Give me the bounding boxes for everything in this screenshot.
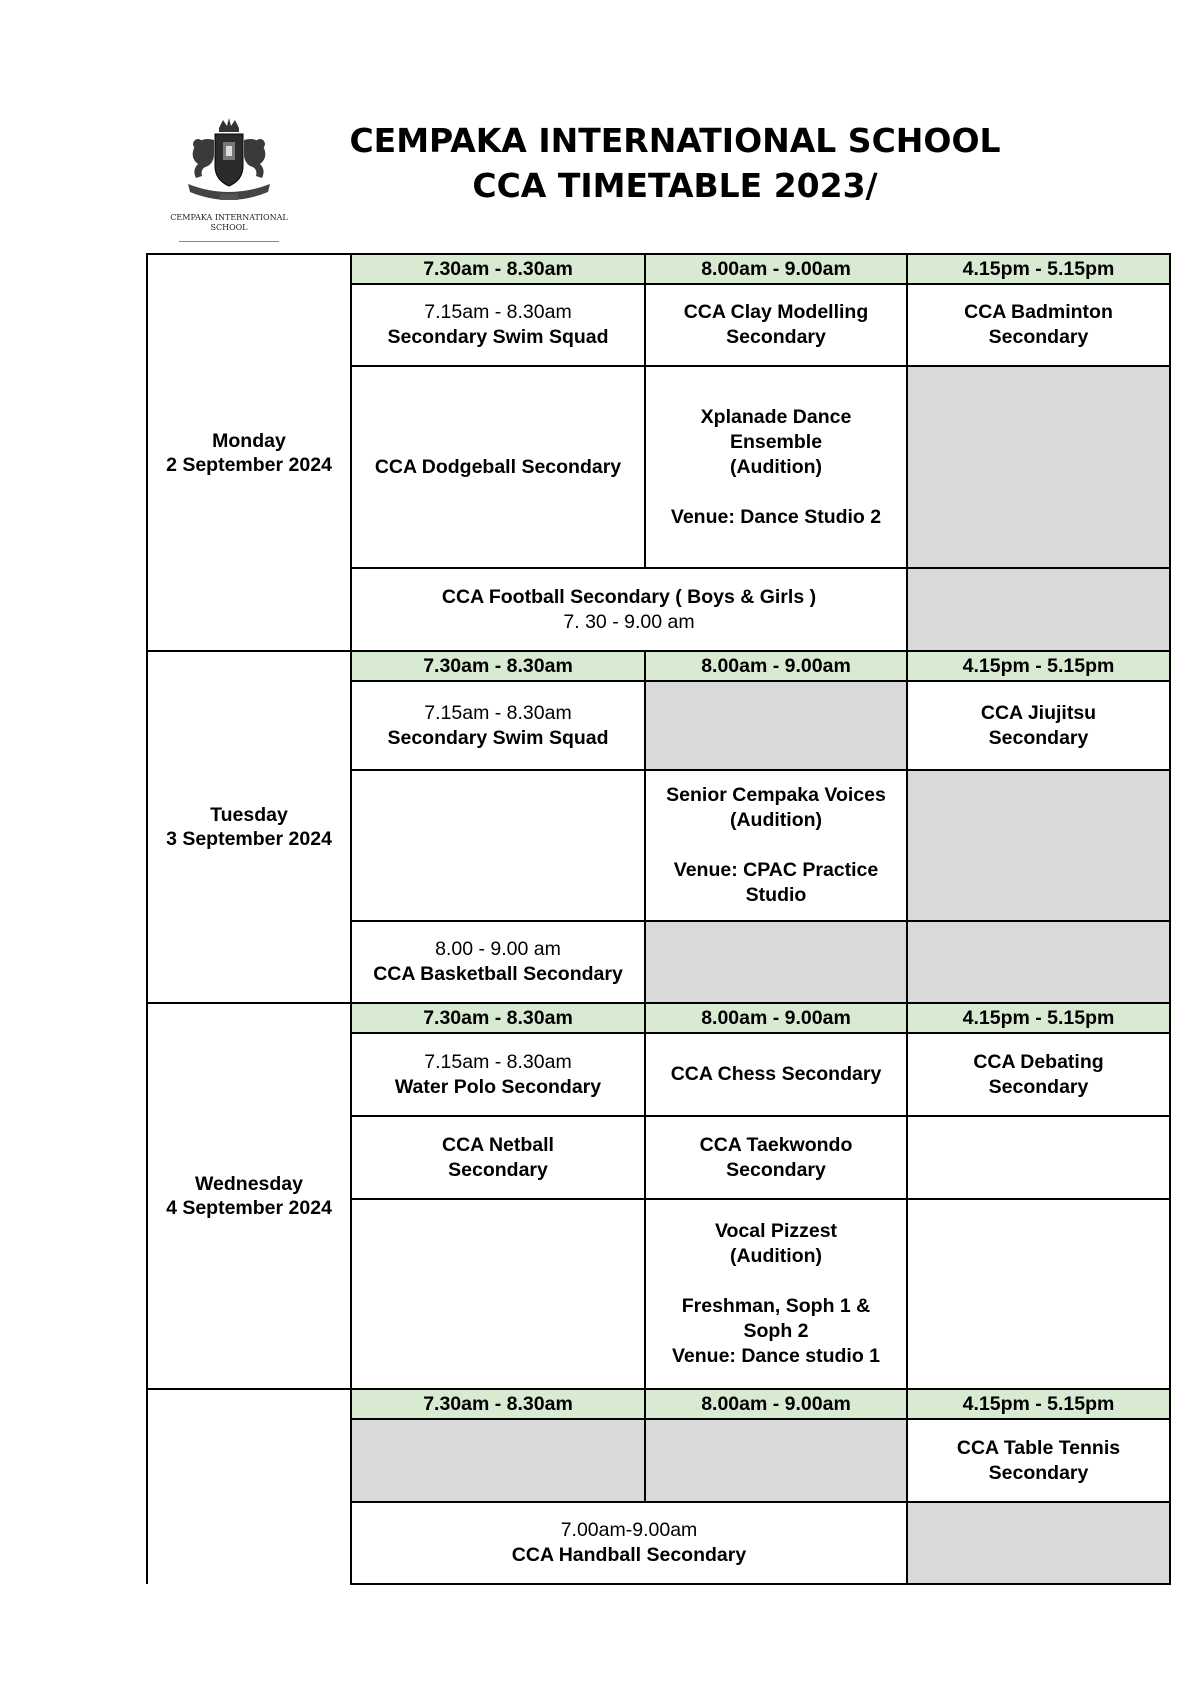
activity-cell: Senior Cempaka Voices (Audition) Venue: CPAC Practice Studio xyxy=(645,770,907,921)
activity-cell: CCA Clay Modelling Secondary xyxy=(645,284,907,366)
activity-cell: CCA Jiujitsu Secondary xyxy=(907,681,1170,770)
day-cell-tuesday: Tuesday 3 September 2024 xyxy=(147,651,351,1003)
time-slot-header: 7.30am - 8.30am xyxy=(351,1003,645,1033)
empty-cell xyxy=(645,1419,907,1502)
time-slot-header: 4.15pm - 5.15pm xyxy=(907,1003,1170,1033)
empty-cell xyxy=(907,1116,1170,1199)
activity-cell: CCA Badminton Secondary xyxy=(907,284,1170,366)
time-slot-header: 8.00am - 9.00am xyxy=(645,1389,907,1419)
activity-cell: CCA Football Secondary ( Boys & Girls ) 7. 30 - 9.00 am xyxy=(351,568,907,651)
activity-cell: CCA Taekwondo Secondary xyxy=(645,1116,907,1199)
empty-cell xyxy=(351,1199,645,1389)
empty-cell xyxy=(907,770,1170,921)
empty-cell xyxy=(351,770,645,921)
day-cell-wednesday: Wednesday 4 September 2024 xyxy=(147,1003,351,1389)
time-slot-header: 8.00am - 9.00am xyxy=(645,1003,907,1033)
timetable-title: CCA TIMETABLE 2023/ xyxy=(472,166,878,205)
activity-cell: 7.15am - 8.30am Secondary Swim Squad xyxy=(351,284,645,366)
time-slot-row xyxy=(147,254,1170,284)
time-slot-header: 7.30am - 8.30am xyxy=(351,651,645,681)
activity-cell: 8.00 - 9.00 am CCA Basketball Secondary xyxy=(351,921,645,1003)
time-slot-row xyxy=(147,651,1170,681)
time-slot-row xyxy=(147,1389,1170,1419)
activity-cell: 7.15am - 8.30am Water Polo Secondary xyxy=(351,1033,645,1116)
activity-cell: Vocal Pizzest (Audition) Freshman, Soph 1 & Soph 2 Venue: Dance studio 1 xyxy=(645,1199,907,1389)
time-slot-header: 4.15pm - 5.15pm xyxy=(907,651,1170,681)
empty-cell xyxy=(907,366,1170,568)
empty-cell xyxy=(645,921,907,1003)
page-header xyxy=(0,0,1200,250)
cca-timetable xyxy=(146,253,1171,1585)
day-cell-continued xyxy=(147,1389,351,1584)
empty-cell xyxy=(907,568,1170,651)
empty-cell xyxy=(907,921,1170,1003)
school-name-title: CEMPAKA INTERNATIONAL SCHOOL xyxy=(349,121,1001,160)
activity-cell: CCA Table Tennis Secondary xyxy=(907,1419,1170,1502)
time-slot-header: 4.15pm - 5.15pm xyxy=(907,1389,1170,1419)
empty-cell xyxy=(351,1419,645,1502)
activity-cell: CCA Dodgeball Secondary xyxy=(351,366,645,568)
empty-cell xyxy=(907,1199,1170,1389)
logo-caption: CEMPAKA INTERNATIONAL SCHOOL xyxy=(170,213,288,242)
activity-cell: CCA Debating Secondary xyxy=(907,1033,1170,1116)
activity-cell: CCA Netball Secondary xyxy=(351,1116,645,1199)
activity-cell: CCA Chess Secondary xyxy=(645,1033,907,1116)
empty-cell xyxy=(907,1502,1170,1584)
empty-cell xyxy=(645,681,907,770)
time-slot-header: 4.15pm - 5.15pm xyxy=(907,254,1170,284)
activity-cell: Xplanade Dance Ensemble (Audition) Venue: Dance Studio 2 xyxy=(645,366,907,568)
time-slot-row xyxy=(147,1003,1170,1033)
time-slot-header: 8.00am - 9.00am xyxy=(645,651,907,681)
time-slot-header: 7.30am - 8.30am xyxy=(351,1389,645,1419)
time-slot-header: 7.30am - 8.30am xyxy=(351,254,645,284)
time-slot-header: 8.00am - 9.00am xyxy=(645,254,907,284)
day-cell-monday: Monday 2 September 2024 xyxy=(147,254,351,651)
activity-cell: 7.15am - 8.30am Secondary Swim Squad xyxy=(351,681,645,770)
activity-cell: 7.00am-9.00am CCA Handball Secondary xyxy=(351,1502,907,1584)
